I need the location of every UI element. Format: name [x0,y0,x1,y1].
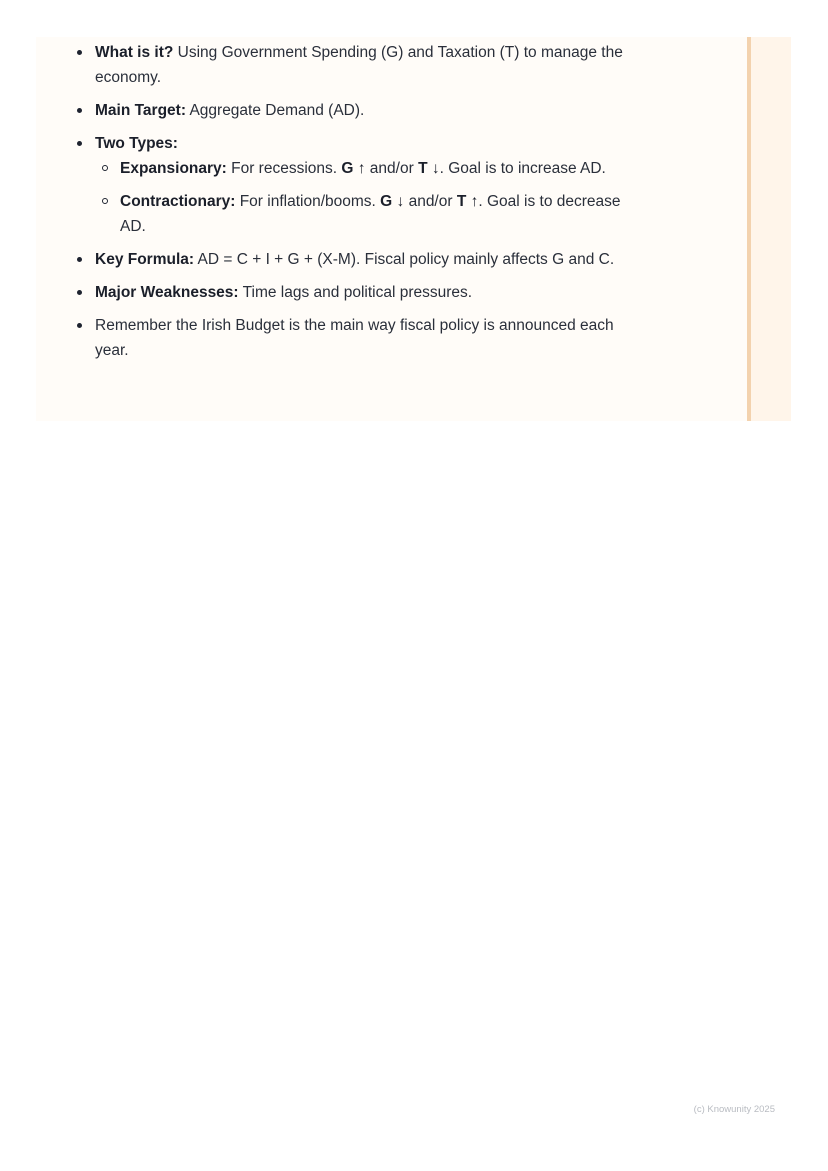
sub-item-expansionary: Expansionary: For recessions. G ↑ and/or T ↓. Goal is to increase AD. [120,156,640,181]
list-item-two-types: Two Types: Expansionary: For recessions. G ↑ and/or T ↓. Goal is to increase AD. Contractionary: For inflation/booms. G ↓ and/or T ↑. Goal is to decrease AD. [95,131,640,239]
copyright-footer: (c) Knowunity 2025 [693,1104,775,1115]
sub-item-contractionary: Contractionary: For inflation/booms. G ↓ and/or T ↑. Goal is to decrease AD. [120,189,640,239]
list-item-irish-budget: Remember the Irish Budget is the main way fiscal policy is announced each year. [95,313,640,363]
list-item-major-weaknesses: Major Weaknesses: Time lags and political pressures. [95,280,640,305]
summary-list [95,40,640,371]
types-sublist [95,156,640,239]
list-item-what-is-it: What is it? Using Government Spending (G) and Taxation (T) to manage the economy. [95,40,640,90]
list-item-key-formula: Key Formula: AD = C + I + G + (X-M). Fiscal policy mainly affects G and C. [95,247,640,272]
list-item-main-target: Main Target: Aggregate Demand (AD). [95,98,640,123]
accent-panel [751,37,791,421]
